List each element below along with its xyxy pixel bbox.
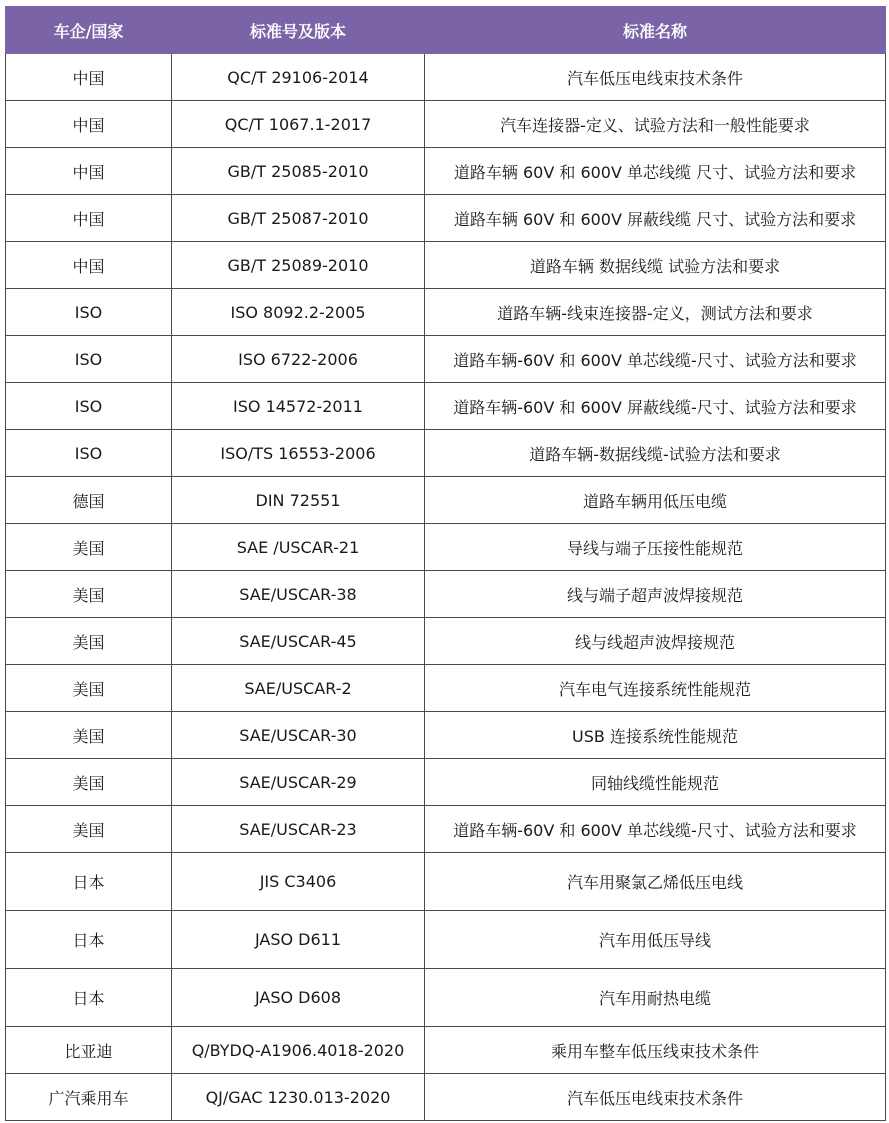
cell-org: 美国	[6, 571, 172, 618]
cell-org: 美国	[6, 806, 172, 853]
cell-org: 日本	[6, 911, 172, 969]
cell-name: 汽车低压电线束技术条件	[425, 54, 886, 101]
cell-code: JASO D611	[172, 911, 425, 969]
cell-code: JIS C3406	[172, 853, 425, 911]
cell-name: 道路车辆-数据线缆-试验方法和要求	[425, 430, 886, 477]
header-name: 标准名称	[425, 7, 886, 54]
cell-org: 日本	[6, 969, 172, 1027]
cell-code: ISO/TS 16553-2006	[172, 430, 425, 477]
table-row	[6, 712, 886, 759]
cell-code: GB/T 25087-2010	[172, 195, 425, 242]
cell-code: QC/T 29106-2014	[172, 54, 425, 101]
standards-table	[5, 6, 886, 1121]
cell-code: SAE/USCAR-45	[172, 618, 425, 665]
cell-org: 中国	[6, 195, 172, 242]
table-row	[6, 853, 886, 911]
header-code: 标准号及版本	[172, 7, 425, 54]
table-row	[6, 383, 886, 430]
cell-org: 比亚迪	[6, 1027, 172, 1074]
cell-code: QJ/GAC 1230.013-2020	[172, 1074, 425, 1121]
table-row	[6, 195, 886, 242]
cell-org: ISO	[6, 383, 172, 430]
cell-code: SAE/USCAR-30	[172, 712, 425, 759]
cell-name: 汽车用耐热电缆	[425, 969, 886, 1027]
cell-name: 线与线超声波焊接规范	[425, 618, 886, 665]
cell-name: 汽车用聚氯乙烯低压电线	[425, 853, 886, 911]
cell-code: DIN 72551	[172, 477, 425, 524]
cell-org: 中国	[6, 148, 172, 195]
cell-name: 道路车辆 60V 和 600V 屏蔽线缆 尺寸、试验方法和要求	[425, 195, 886, 242]
cell-name: 乘用车整车低压线束技术条件	[425, 1027, 886, 1074]
table-row	[6, 336, 886, 383]
cell-name: 道路车辆用低压电缆	[425, 477, 886, 524]
cell-org: ISO	[6, 336, 172, 383]
table-row	[6, 571, 886, 618]
cell-name: 线与端子超声波焊接规范	[425, 571, 886, 618]
table-row	[6, 54, 886, 101]
cell-name: 汽车用低压导线	[425, 911, 886, 969]
cell-code: SAE/USCAR-29	[172, 759, 425, 806]
cell-name: 同轴线缆性能规范	[425, 759, 886, 806]
cell-org: 中国	[6, 101, 172, 148]
cell-name: 道路车辆 数据线缆 试验方法和要求	[425, 242, 886, 289]
cell-org: 德国	[6, 477, 172, 524]
cell-name: 汽车低压电线束技术条件	[425, 1074, 886, 1121]
table-row	[6, 242, 886, 289]
cell-name: 道路车辆 60V 和 600V 单芯线缆 尺寸、试验方法和要求	[425, 148, 886, 195]
cell-name: 汽车电气连接系统性能规范	[425, 665, 886, 712]
table-row	[6, 430, 886, 477]
table-row	[6, 759, 886, 806]
cell-org: 广汽乘用车	[6, 1074, 172, 1121]
standards-table-container	[5, 6, 885, 1121]
table-row	[6, 101, 886, 148]
cell-name: 道路车辆-60V 和 600V 单芯线缆-尺寸、试验方法和要求	[425, 806, 886, 853]
table-header-row	[6, 7, 886, 54]
table-row	[6, 477, 886, 524]
cell-code: SAE /USCAR-21	[172, 524, 425, 571]
cell-org: 美国	[6, 524, 172, 571]
table-row	[6, 1027, 886, 1074]
cell-org: ISO	[6, 289, 172, 336]
table-row	[6, 665, 886, 712]
cell-org: 美国	[6, 759, 172, 806]
cell-name: 道路车辆-线束连接器-定义，测试方法和要求	[425, 289, 886, 336]
table-row	[6, 289, 886, 336]
header-org: 车企/国家	[6, 7, 172, 54]
cell-org: 中国	[6, 242, 172, 289]
table-row	[6, 806, 886, 853]
cell-org: 美国	[6, 665, 172, 712]
cell-name: USB 连接系统性能规范	[425, 712, 886, 759]
cell-name: 汽车连接器-定义、试验方法和一般性能要求	[425, 101, 886, 148]
cell-org: 美国	[6, 618, 172, 665]
cell-code: SAE/USCAR-2	[172, 665, 425, 712]
cell-code: SAE/USCAR-38	[172, 571, 425, 618]
table-row	[6, 148, 886, 195]
cell-code: QC/T 1067.1-2017	[172, 101, 425, 148]
cell-org: ISO	[6, 430, 172, 477]
cell-org: 中国	[6, 54, 172, 101]
table-row	[6, 524, 886, 571]
cell-code: Q/BYDQ-A1906.4018-2020	[172, 1027, 425, 1074]
table-row	[6, 1074, 886, 1121]
cell-code: ISO 8092.2-2005	[172, 289, 425, 336]
cell-code: SAE/USCAR-23	[172, 806, 425, 853]
cell-code: ISO 14572-2011	[172, 383, 425, 430]
cell-org: 美国	[6, 712, 172, 759]
table-row	[6, 911, 886, 969]
cell-org: 日本	[6, 853, 172, 911]
cell-code: GB/T 25089-2010	[172, 242, 425, 289]
cell-name: 导线与端子压接性能规范	[425, 524, 886, 571]
cell-code: GB/T 25085-2010	[172, 148, 425, 195]
cell-code: JASO D608	[172, 969, 425, 1027]
table-row	[6, 618, 886, 665]
cell-name: 道路车辆-60V 和 600V 单芯线缆-尺寸、试验方法和要求	[425, 336, 886, 383]
cell-code: ISO 6722-2006	[172, 336, 425, 383]
cell-name: 道路车辆-60V 和 600V 屏蔽线缆-尺寸、试验方法和要求	[425, 383, 886, 430]
table-row	[6, 969, 886, 1027]
